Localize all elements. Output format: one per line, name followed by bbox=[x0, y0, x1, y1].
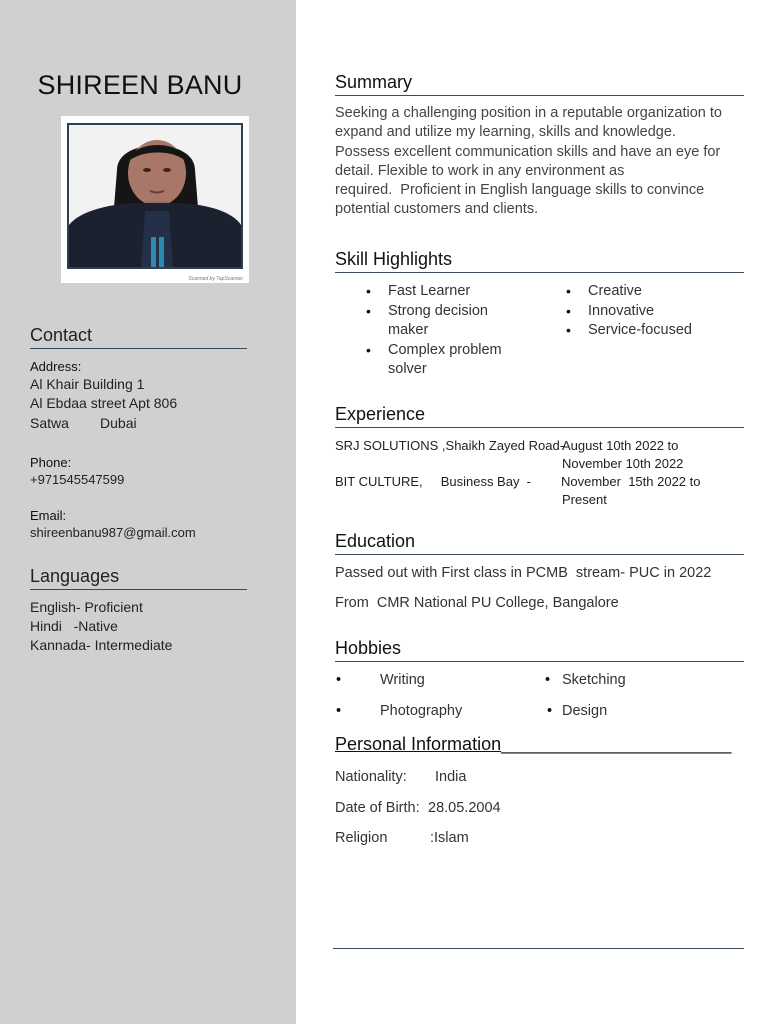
summary-line: potential customers and clients. bbox=[335, 201, 539, 218]
bullet-icon: • bbox=[336, 703, 342, 719]
hobbies-heading: Hobbies bbox=[335, 638, 744, 662]
experience-dates: November 15th 2022 to bbox=[561, 474, 701, 489]
summary-line: Seeking a challenging position in a reputable organization to bbox=[335, 105, 722, 121]
experience-heading: Experience bbox=[335, 404, 744, 428]
contact-heading: Contact bbox=[30, 325, 247, 349]
portrait-image bbox=[69, 125, 241, 267]
personal-heading bbox=[335, 734, 731, 755]
email-value[interactable]: shireenbanu987@gmail.com bbox=[30, 525, 196, 540]
candidate-name: SHIREEN BANU bbox=[37, 70, 243, 100]
skill-item: • Fast Learner bbox=[366, 283, 471, 299]
address-line-2: Al Ebdaa street Apt 806 bbox=[30, 395, 178, 411]
skill-item: • Innovative bbox=[566, 302, 655, 319]
profile-photo bbox=[61, 116, 249, 283]
language-item: Hindi -Native bbox=[30, 618, 118, 634]
languages-heading: Languages bbox=[30, 566, 247, 590]
summary-line: Possess excellent communication skills and have an eye for bbox=[335, 143, 721, 160]
personal-heading-rule: _______________________ bbox=[501, 734, 732, 754]
address-label: Address: bbox=[30, 359, 82, 374]
email-label: Email: bbox=[30, 508, 67, 523]
hobby-item: Photography bbox=[380, 703, 463, 719]
dob-value: 28.05.2004 bbox=[428, 800, 501, 816]
education-line: From CMR National PU College, Bangalore bbox=[335, 595, 619, 611]
summary-text bbox=[335, 104, 722, 220]
photo-caption: Scanned by TapScanner bbox=[188, 276, 243, 282]
religion-label: Religion bbox=[335, 830, 388, 846]
phone-value: +971545547599 bbox=[30, 472, 125, 487]
skill-item: • Service-focused bbox=[566, 322, 692, 338]
education-line: Passed out with First class in PCMB stream- PUC in 2022 bbox=[335, 565, 712, 581]
skill-item: • Complex problem solver bbox=[366, 341, 502, 377]
bullet-icon: • bbox=[336, 672, 342, 688]
hobby-item: Sketching bbox=[562, 672, 626, 688]
bullet-icon: • bbox=[545, 672, 551, 688]
nationality-value: India bbox=[435, 769, 467, 785]
skills-list-left bbox=[366, 282, 536, 380]
personal-heading-text: Personal Information bbox=[335, 734, 502, 754]
photo-image bbox=[67, 123, 243, 269]
experience-company: SRJ SOLUTIONS ,Shaikh Zayed Road- bbox=[335, 438, 565, 453]
experience-dates: November 10th 2022 bbox=[562, 456, 684, 471]
dob-label: Date of Birth: bbox=[335, 800, 420, 816]
skills-list-right bbox=[566, 282, 736, 341]
skills-heading: Skill Highlights bbox=[335, 249, 744, 273]
language-item: English- Proficient bbox=[30, 599, 143, 615]
experience-company: BIT CULTURE, Business Bay - bbox=[335, 474, 532, 489]
hobby-item: Writing bbox=[380, 672, 425, 688]
skill-item: • Creative bbox=[566, 283, 642, 299]
language-item: Kannada- Intermediate bbox=[30, 637, 173, 653]
experience-dates: Present bbox=[562, 492, 607, 507]
skill-item: • Strong decision maker bbox=[366, 302, 488, 338]
experience-dates: August 10th 2022 to bbox=[562, 438, 679, 453]
religion-value: :Islam bbox=[430, 830, 469, 846]
summary-heading: Summary bbox=[335, 72, 744, 96]
phone-label: Phone: bbox=[30, 455, 72, 470]
bullet-icon: • bbox=[547, 703, 553, 719]
address-line-1: Al Khair Building 1 bbox=[30, 376, 145, 392]
summary-line: detail. Flexible to work in any environment as bbox=[335, 162, 625, 179]
education-heading: Education bbox=[335, 531, 744, 555]
hobby-item: Design bbox=[562, 703, 608, 719]
bottom-divider bbox=[333, 948, 744, 949]
nationality-label: Nationality: bbox=[335, 769, 407, 785]
address-line-3: Satwa Dubai bbox=[30, 415, 137, 431]
summary-line: expand and utilize my learning, skills and knowledge. bbox=[335, 124, 676, 141]
summary-line: required. Proficient in English language skills to convince bbox=[335, 182, 705, 199]
